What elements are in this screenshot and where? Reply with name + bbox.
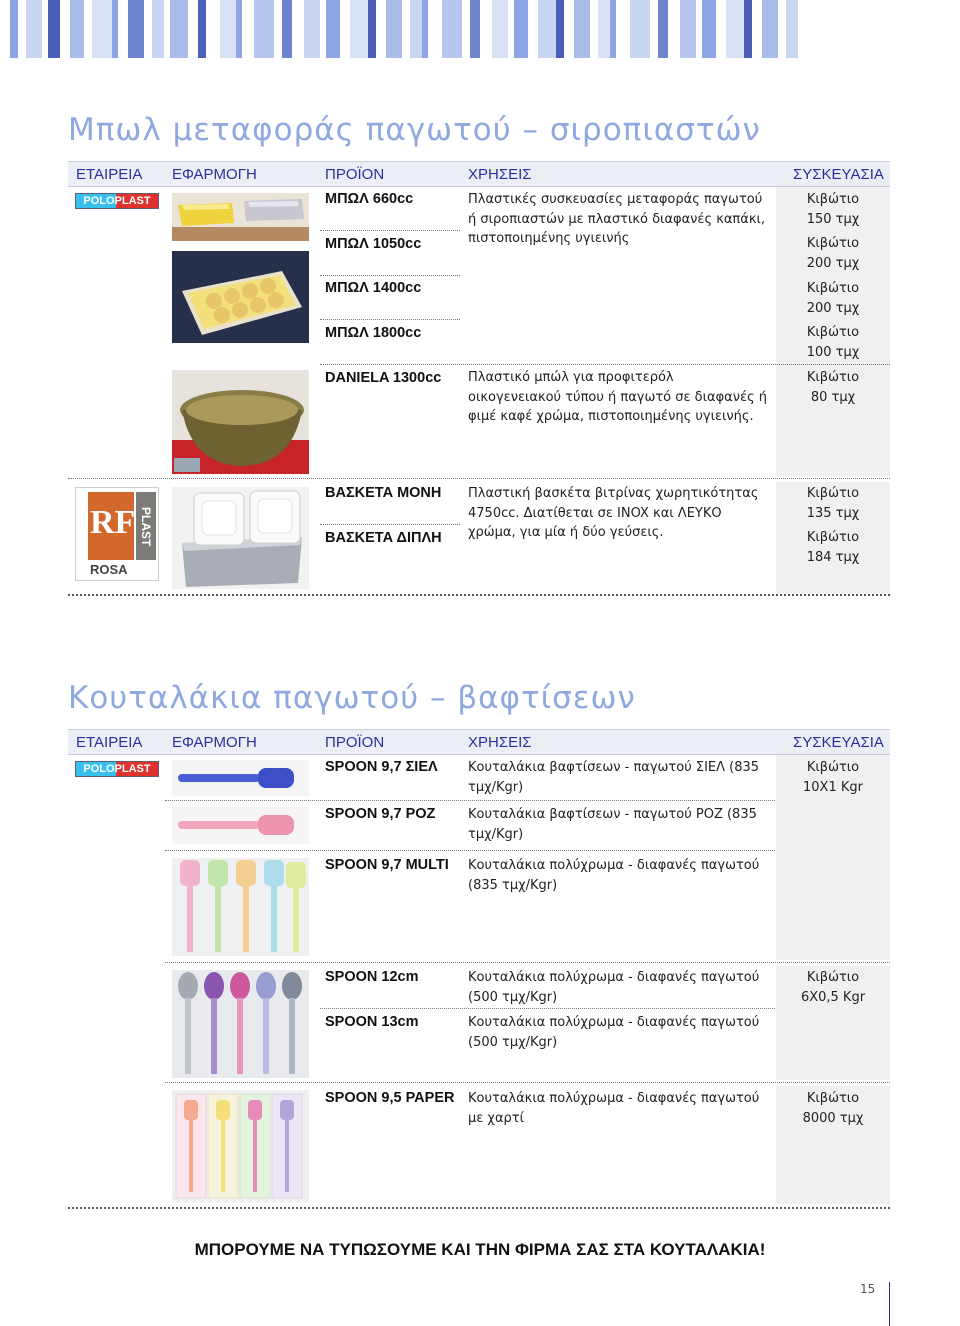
usage-text: Πλαστικό μπώλ για προφιτερόλ οικογενειακού τύπου ή παγωτό σε διαφανές ή φιμέ καφέ χρώμα, πιστοποιημένης υγιεινής.	[468, 370, 768, 424]
header-company: ΕΤΑΙΡΕΙΑ	[76, 166, 143, 183]
packaging-text	[776, 190, 890, 229]
bowl-660-image	[172, 193, 309, 241]
product-name: ΜΠΩΛ 1400cc	[325, 280, 422, 296]
page-number: 15	[860, 1282, 876, 1296]
packaging-qty: 200 τμχ	[806, 300, 860, 316]
packaging-qty: 135 τμχ	[806, 505, 860, 521]
packaging-text	[776, 968, 890, 1007]
product-name: ΒΑΣΚΕΤΑ ΔΙΠΛΗ	[325, 530, 442, 546]
product-name: SPOON 13cm	[325, 1014, 419, 1030]
header-uses: ΧΡΗΣΕΙΣ	[468, 166, 532, 183]
product-name: SPOON 12cm	[325, 969, 419, 985]
packaging-text	[776, 484, 890, 523]
packaging-unit: Κιβώτιο	[806, 486, 860, 501]
usage-text: Πλαστικές συσκευασίες μεταφοράς παγωτού ή σιροπιαστών με πλαστικό διαφανές καπάκι, πιστοποιημένης υγιεινής	[468, 192, 766, 246]
section-divider	[68, 1207, 890, 1209]
product-name: ΜΠΩΛ 1800cc	[325, 325, 422, 341]
table-header	[68, 729, 890, 755]
header-company: ΕΤΑΙΡΕΙΑ	[76, 734, 143, 751]
usage-text: Πλαστική βασκέτα βιτρίνας χωρητικότητας 4750cc. Διατίθεται σε INOX και ΛΕΥΚΟ χρώμα, για μία ή δύο γεύσεις.	[468, 486, 759, 540]
decorative-stripes	[0, 0, 960, 58]
usage-text: Κουταλάκια πολύχρωμα - διαφανές παγωτού (835 τμχ/Kgr)	[468, 858, 760, 893]
spoon-paper-image	[172, 1090, 309, 1202]
packaging-qty: 80 τμχ	[810, 389, 856, 405]
header-application: ΕΦΑΡΜΟΓΗ	[172, 166, 257, 183]
section-divider	[68, 594, 890, 596]
packaging-qty: 200 τμχ	[806, 255, 860, 271]
packaging-qty: 150 τμχ	[806, 211, 860, 227]
usage-text: Κουταλάκια πολύχρωμα - διαφανές παγωτού (500 τμχ/Kgr)	[468, 970, 760, 1005]
row-divider	[320, 1008, 775, 1009]
product-name: ΜΠΩΛ 1050cc	[325, 236, 422, 252]
packaging-text	[776, 1089, 890, 1128]
row-divider	[68, 478, 890, 479]
product-name: ΒΑΣΚΕΤΑ ΜΟΝΗ	[325, 485, 442, 501]
header-packaging: ΣΥΣΚΕΥΑΣΙΑ	[793, 166, 884, 183]
usage-text: Κουταλάκια πολύχρωμα - διαφανές παγωτού με χαρτί	[468, 1091, 760, 1126]
poloplast-logo: POLOPLAST	[75, 193, 159, 209]
packaging-unit: Κιβώτιο	[806, 370, 860, 385]
packaging-qty: 100 τμχ	[806, 344, 860, 360]
page-number-bar	[889, 1282, 890, 1326]
row-divider	[320, 524, 460, 525]
header-product: ΠΡΟΪΟΝ	[325, 166, 385, 183]
rosa-plast-logo: RF PLAST ROSA	[75, 487, 159, 581]
packaging-qty: 6X0,5 Kgr	[800, 989, 866, 1005]
spoon-pink-image	[172, 806, 309, 844]
basket-image	[172, 487, 309, 589]
section-title-bowls: Μπωλ μεταφοράς παγωτού – σιροπιαστών	[68, 112, 761, 148]
spoon-12-13-image	[172, 970, 309, 1078]
packaging-unit: Κιβώτιο	[806, 530, 860, 545]
header-uses: ΧΡΗΣΕΙΣ	[468, 734, 532, 751]
usage-text: Κουταλάκια βαφτίσεων - παγωτού ΡΟΖ (835 τμχ/Kgr)	[468, 807, 757, 842]
packaging-qty: 10X1 Kgr	[803, 779, 863, 795]
header-product: ΠΡΟΪΟΝ	[325, 734, 385, 751]
row-divider	[320, 275, 460, 276]
row-divider	[165, 800, 775, 801]
section-title-spoons: Κουταλάκια παγωτού – βαφτίσεων	[68, 680, 636, 716]
packaging-unit: Κιβώτιο	[806, 970, 860, 985]
product-name: SPOON 9,7 ΡΟΖ	[325, 806, 436, 822]
header-packaging: ΣΥΣΚΕΥΑΣΙΑ	[793, 734, 884, 751]
packaging-qty: 8000 τμχ	[802, 1110, 864, 1126]
packaging-text	[776, 528, 890, 567]
usage-text: Κουταλάκια πολύχρωμα - διαφανές παγωτού (500 τμχ/Kgr)	[468, 1015, 760, 1050]
header-application: ΕΦΑΡΜΟΓΗ	[172, 734, 257, 751]
packaging-unit: Κιβώτιο	[806, 281, 860, 296]
row-divider	[165, 1082, 890, 1083]
product-name: SPOON 9,5 PAPER	[325, 1090, 455, 1106]
row-divider	[165, 962, 890, 963]
row-divider	[165, 850, 775, 851]
packaging-unit: Κιβώτιο	[806, 192, 860, 207]
packaging-qty: 184 τμχ	[806, 549, 860, 565]
packaging-text	[776, 323, 890, 362]
packaging-unit: Κιβώτιο	[806, 760, 860, 775]
print-logo-note: ΜΠΟΡΟΥΜΕ ΝΑ ΤΥΠΩΣΟΥΜΕ ΚΑΙ ΤΗΝ ΦΙΡΜΑ ΣΑΣ ΣΤΑ ΚΟΥΤΑΛΑΚΙΑ!	[194, 1240, 766, 1259]
row-divider	[320, 230, 460, 231]
packaging-text	[776, 758, 890, 797]
usage-text: Κουταλάκια βαφτίσεων - παγωτού ΣΙΕΛ (835 τμχ/Kgr)	[468, 760, 760, 795]
product-name: DANIELA 1300cc	[325, 370, 442, 386]
packaging-unit: Κιβώτιο	[806, 325, 860, 340]
spoon-blue-image	[172, 760, 309, 796]
daniela-bowl-image	[172, 370, 309, 474]
poloplast-logo: POLOPLAST	[75, 761, 159, 777]
packaging-unit: Κιβώτιο	[806, 236, 860, 251]
row-divider	[320, 364, 890, 365]
packaging-text	[776, 234, 890, 273]
product-name: SPOON 9,7 MULTI	[325, 857, 449, 873]
spoon-multi-image	[172, 858, 309, 956]
packaging-text	[776, 279, 890, 318]
table-header	[68, 161, 890, 187]
packaging-text	[776, 368, 890, 407]
bowl-1050-image	[172, 251, 309, 343]
product-name: SPOON 9,7 ΣΙΕΛ	[325, 759, 438, 775]
packaging-unit: Κιβώτιο	[806, 1091, 860, 1106]
row-divider	[320, 319, 460, 320]
product-name: ΜΠΩΛ 660cc	[325, 191, 414, 207]
